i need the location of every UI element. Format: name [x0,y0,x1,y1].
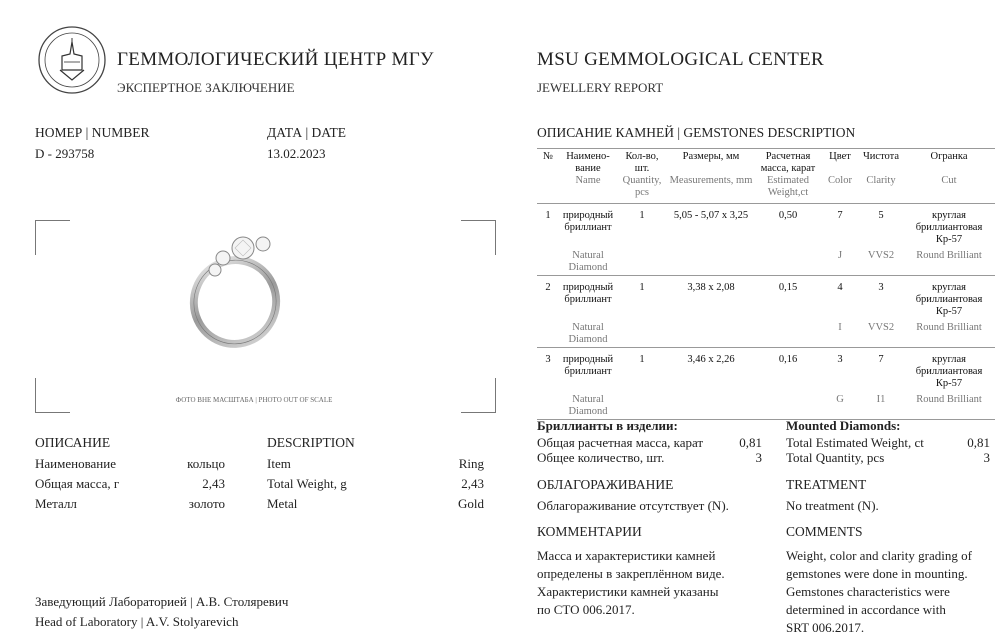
weight-label-en: Total Weight, g [267,476,347,491]
stone-cut-ru: круглая бриллиантовая Кр-57 [915,282,983,317]
treatment-text-ru: Облагораживание отсутствует (N). [537,498,729,513]
table-row [537,276,995,319]
signature-ru: Заведующий Лабораторией | А.В. Столяревич [35,594,289,609]
description-heading-en: DESCRIPTION [267,435,355,450]
stone-no: 1 [545,210,551,221]
col-header-weight-ru: Расчетная масса, карат [755,149,821,176]
table-row [537,348,995,391]
item-label-ru: Наименование [35,456,116,471]
metal-label-ru: Металл [35,496,77,511]
table-row [537,246,995,276]
total-qty-value-ru: 3 [755,450,762,465]
number-label: НОМЕР | NUMBER [35,125,150,140]
comment-line-ru: определены в закреплённом виде. [537,566,725,581]
comment-line-ru: по СТО 006.2017. [537,602,635,617]
col-header-cut-en: Cut [903,175,995,204]
weight-label-ru: Общая масса, г [35,476,120,491]
stone-size: 3,38 x 2,08 [687,282,735,293]
stone-weight: 0,16 [778,354,798,365]
col-header-clarity-en: Clarity [859,175,903,204]
stone-qty: 1 [639,282,645,293]
stone-color-en: G [821,390,859,420]
item-value-en: Ring [458,456,484,471]
col-header-size-ru: Размеры, мм [667,149,755,176]
stone-cut-ru: круглая бриллиантовая Кр-57 [915,210,983,245]
comment-line-ru: Характеристики камней указаны [537,584,719,599]
stone-cut-en: Round Brilliant [903,318,995,348]
comment-line-en: determined in accordance with [786,602,946,617]
col-header-name-ru: Наимено-вание [559,149,617,176]
stone-clarity-en: VVS2 [859,246,903,276]
col-header-no: № [537,149,559,176]
stone-name-en: Natural Diamond [559,246,617,276]
stone-clarity-ru: 5 [878,210,884,221]
col-header-qty-en: Quantity, pcs [617,175,667,204]
col-header-no-en [537,175,559,204]
weight-value-en: 2,43 [461,476,484,491]
metal-label-en: Metal [267,496,298,511]
signature-en: Head of Laboratory | A.V. Stolyarevich [35,614,239,629]
stone-cut-en: Round Brilliant [903,246,995,276]
weight-value-ru: 2,43 [202,476,225,491]
photo-frame-corner [35,220,70,255]
treatment-text-en: No treatment (N). [786,498,879,513]
total-qty-label-ru: Общее количество, шт. [537,450,665,465]
comments-text-ru [537,547,725,619]
ring-photo-icon [185,230,285,350]
comments-text-en [786,547,972,637]
stone-name-ru: природный бриллиант [562,354,614,377]
comment-line-en: Gemstones characteristics were [786,584,950,599]
stone-name-ru: природный бриллиант [562,282,614,305]
col-header-clarity-ru: Чистота [859,149,903,176]
total-qty-label-en: Total Quantity, pcs [786,450,885,465]
photo-frame-corner [461,220,496,255]
photo-frame-corner [35,378,70,413]
stone-color-ru: 3 [837,354,843,365]
comment-line-en: Weight, color and clarity grading of [786,548,972,563]
date-label: ДАТА | DATE [267,125,347,140]
col-header-color-ru: Цвет [821,149,859,176]
photo-out-of-scale-note: ФОТО ВНЕ МАСШТАБА | PHOTO OUT OF SCALE [175,396,333,404]
stone-size: 3,46 x 2,26 [687,354,735,365]
mounted-heading-ru: Бриллианты в изделии: [537,418,678,433]
treatment-heading-en: TREATMENT [786,477,867,492]
total-weight-label-en: Total Estimated Weight, ct [786,435,924,450]
stone-weight: 0,50 [778,210,798,221]
stone-weight: 0,15 [778,282,798,293]
stone-name-en: Natural Diamond [559,318,617,348]
stone-color-ru: 4 [837,282,843,293]
gemstones-heading: ОПИСАНИЕ КАМНЕЙ | GEMSTONES DESCRIPTION [537,125,856,140]
stone-color-en: J [821,246,859,276]
col-header-weight-en: Estimated Weight,ct [755,175,821,204]
number-value: D - 293758 [35,146,95,161]
description-heading-ru: ОПИСАНИЕ [35,435,111,450]
table-row [537,318,995,348]
stone-qty: 1 [639,210,645,221]
mounted-heading-en: Mounted Diamonds: [786,418,901,433]
center-title-ru: ГЕММОЛОГИЧЕСКИЙ ЦЕНТР МГУ [117,49,434,70]
col-header-qty-ru: Кол-во, шт. [617,149,667,176]
comment-line-en: SRT 006.2017. [786,620,865,635]
table-row [537,204,995,247]
stone-clarity-ru: 7 [878,354,884,365]
comments-heading-en: COMMENTS [786,524,863,539]
col-header-name-en: Name [559,175,617,204]
stone-name-en: Natural Diamond [559,390,617,420]
total-weight-value-en: 0,81 [967,435,990,450]
stone-no: 2 [545,282,551,293]
comments-heading-ru: КОММЕНТАРИИ [537,524,642,539]
stone-clarity-en: I1 [859,390,903,420]
stone-clarity-en: VVS2 [859,318,903,348]
metal-value-en: Gold [458,496,484,511]
col-header-cut-ru: Огранка [903,149,995,176]
metal-value-ru: золото [188,496,225,511]
stone-cut-en: Round Brilliant [903,390,995,420]
stone-name-ru: природный бриллиант [562,210,614,233]
photo-frame-corner [461,378,496,413]
table-row [537,390,995,420]
col-header-size-en: Measurements, mm [667,175,755,204]
stone-qty: 1 [639,354,645,365]
total-weight-value-ru: 0,81 [739,435,762,450]
stone-cut-ru: круглая бриллиантовая Кр-57 [915,354,983,389]
item-value-ru: кольцо [187,456,225,471]
date-value: 13.02.2023 [267,146,326,161]
report-type-ru: ЭКСПЕРТНОЕ ЗАКЛЮЧЕНИЕ [117,80,295,95]
msu-building-seal-icon [38,26,106,94]
comment-line-en: gemstones were done in mounting. [786,566,968,581]
center-title-en: MSU GEMMOLOGICAL CENTER [537,49,824,70]
total-qty-value-en: 3 [983,450,990,465]
stone-color-ru: 7 [837,210,843,221]
stone-no: 3 [545,354,551,365]
report-type-en: JEWELLERY REPORT [537,80,664,95]
comment-line-ru: Масса и характеристики камней [537,548,716,563]
col-header-color-en: Color [821,175,859,204]
gemstones-table [537,148,995,420]
stone-color-en: I [821,318,859,348]
stone-clarity-ru: 3 [878,282,884,293]
treatment-heading-ru: ОБЛАГОРАЖИВАНИЕ [537,477,674,492]
stone-size: 5,05 - 5,07 x 3,25 [673,210,749,221]
item-label-en: Item [267,456,291,471]
total-weight-label-ru: Общая расчетная масса, карат [537,435,704,450]
